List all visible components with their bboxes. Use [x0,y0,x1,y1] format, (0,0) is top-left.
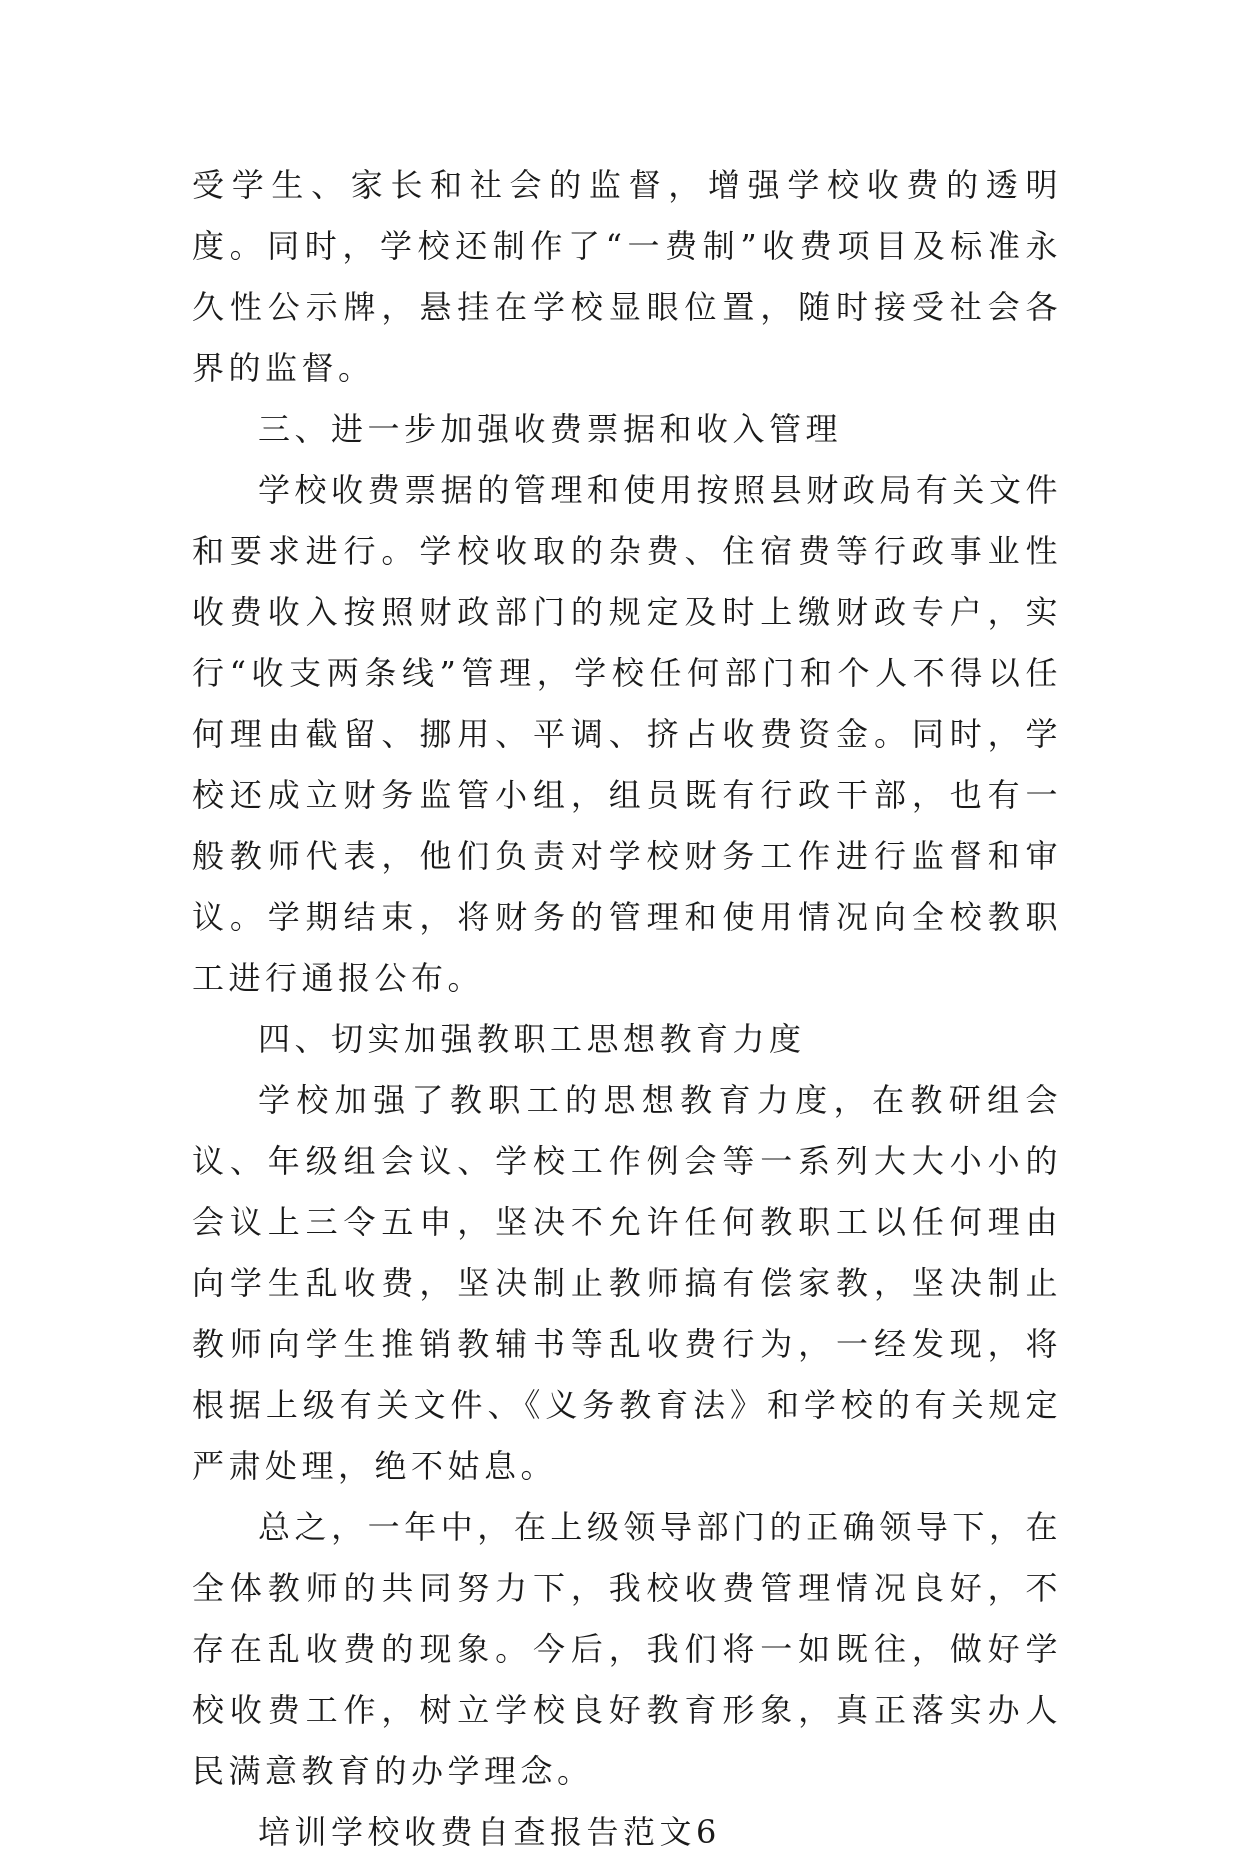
section-heading-three: 三、进一步加强收费票据和收入管理 [258,410,843,448]
next-document-title: 培训学校收费自查报告范文6 [258,1813,721,1851]
paragraph-staff-education: 学校加强了教职工的思想教育力度，在教研组会议、年级组会议、学校工作例会等一系列大大小小的会议上三令五申，坚决不允许任何教职工以任何理由向学生乱收费，坚决制止教师搞有偿家教，坚决制止教师向学生推销教辅书等乱收费行为，一经发现，将根据上级有关文件、《义务教育法》和学校的有关规定严肃处理，绝不姑息。 [192,1081,1062,1485]
paragraph-conclusion: 总之，一年中，在上级领导部门的正确领导下，在全体教师的共同努力下，我校收费管理情况良好，不存在乱收费的现象。今后，我们将一如既往，做好学校收费工作，树立学校良好教育形象，真正落实办人民满意教育的办学理念。 [192,1508,1062,1790]
paragraph-receipt-management: 学校收费票据的管理和使用按照县财政局有关文件和要求进行。学校收取的杂费、住宿费等行政事业性收费收入按照财政部门的规定及时上缴财政专户，实行“收支两条线”管理，学校任何部门和个人不得以任何理由截留、挪用、平调、挤占收费资金。同时，学校还成立财务监管小组，组员既有行政干部，也有一般教师代表，他们负责对学校财务工作进行监督和审议。学期结束，将财务的管理和使用情况向全校教职工进行通报公布。 [192,471,1062,997]
section-heading-four: 四、切实加强教职工思想教育力度 [258,1020,806,1058]
document-body [192,155,1062,1863]
paragraph-supervision-continued: 受学生、家长和社会的监督，增强学校收费的透明度。同时，学校还制作了“一费制”收费项目及标准永久性公示牌，悬挂在学校显眼位置，随时接受社会各界的监督。 [192,166,1062,387]
